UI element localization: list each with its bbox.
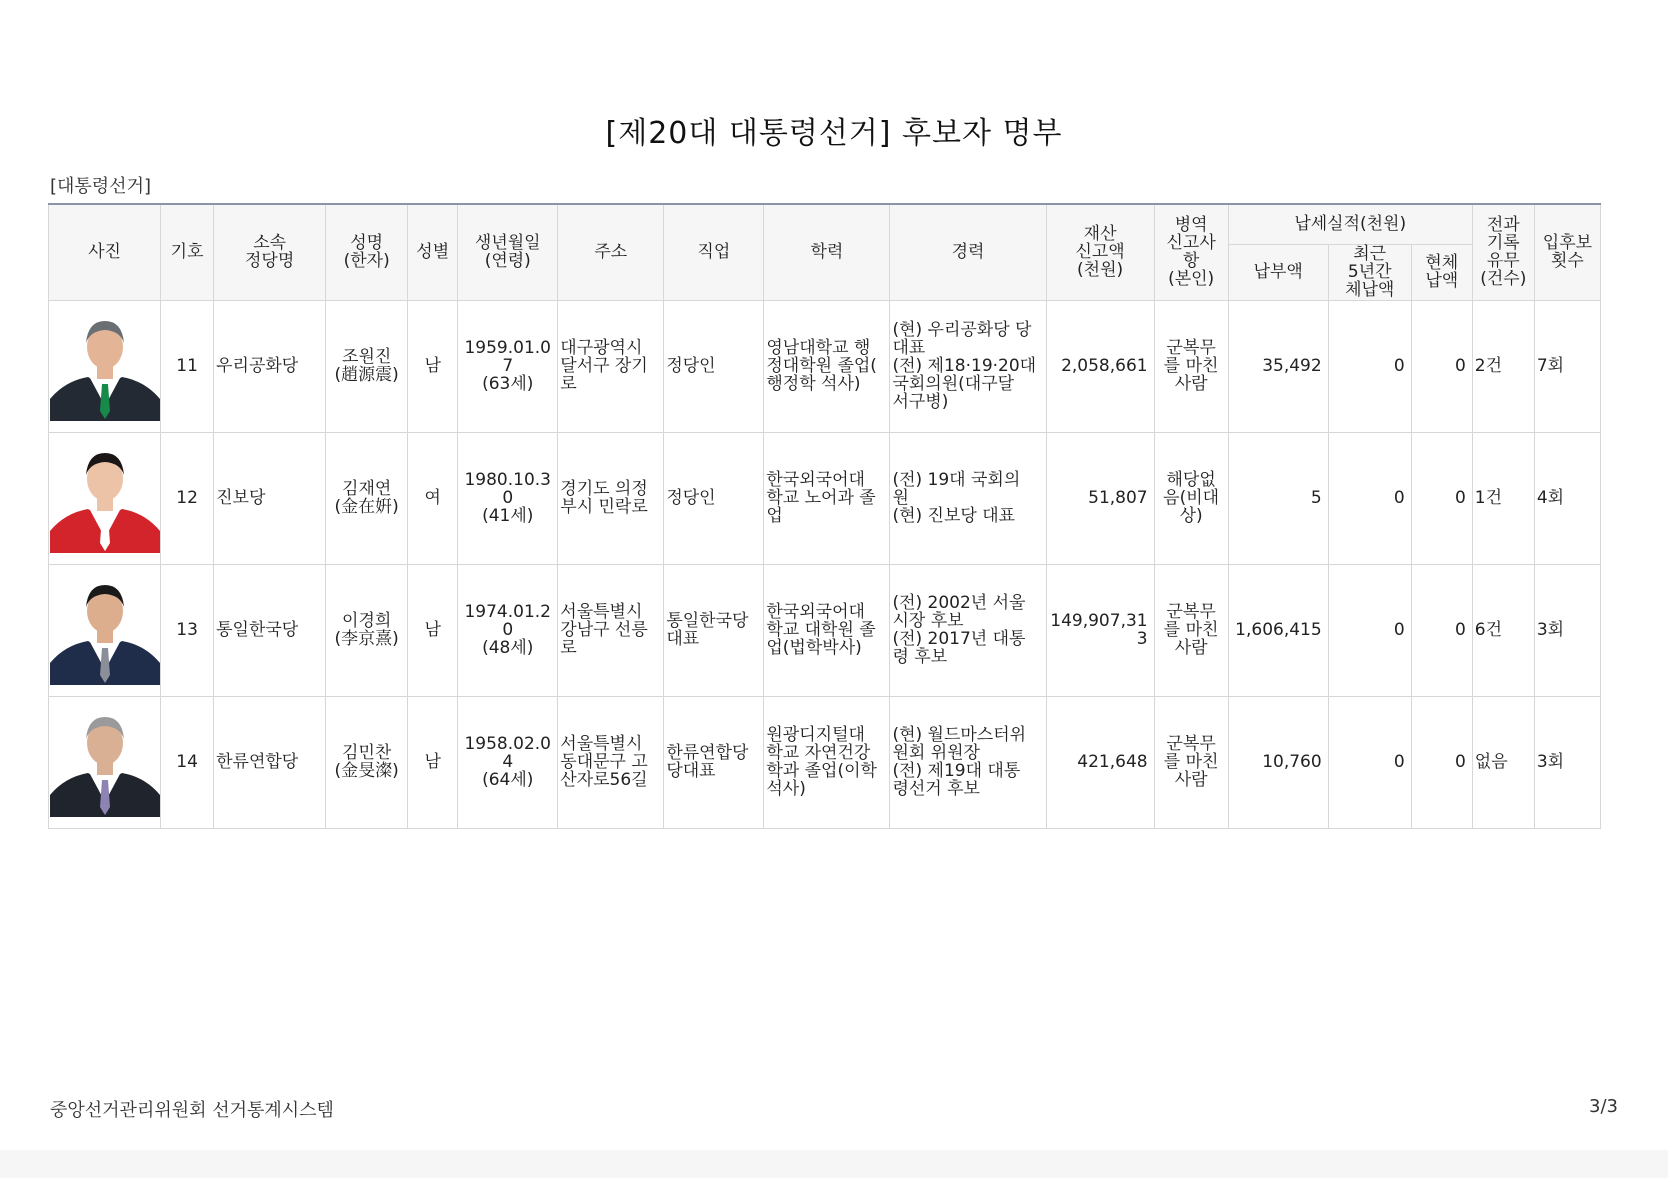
candidate-number: 14 — [161, 696, 214, 828]
candidate-name: 이경희 (李京熹) — [326, 564, 408, 696]
candidate-education: 한국외국어대 학교 대학원 졸 업(법학박사) — [764, 564, 890, 696]
header-number: 기호 — [161, 204, 214, 300]
header-party: 소속 정당명 — [214, 204, 326, 300]
candidate-assets: 421,648 — [1046, 696, 1154, 828]
candidate-number: 11 — [161, 300, 214, 432]
candidate-criminal-record: 1건 — [1472, 432, 1534, 564]
header-address: 주소 — [558, 204, 664, 300]
footer-source: 중앙선거관리위원회 선거통계시스템 — [50, 1100, 334, 1121]
candidate-photo-cell — [49, 432, 161, 564]
candidate-number: 13 — [161, 564, 214, 696]
candidate-tax-paid: 1,606,415 — [1228, 564, 1328, 696]
candidate-tax-paid: 10,760 — [1228, 696, 1328, 828]
candidate-photo — [50, 707, 160, 817]
candidate-criminal-record: 6건 — [1472, 564, 1534, 696]
candidate-name: 김재연 (金在姸) — [326, 432, 408, 564]
candidate-party: 우리공화당 — [214, 300, 326, 432]
header-tax-paid: 납부액 — [1228, 244, 1328, 300]
candidate-birth: 1959.01.0 7 (63세) — [458, 300, 558, 432]
candidate-education: 한국외국어대 학교 노어과 졸 업 — [764, 432, 890, 564]
page-title: [제20대 대통령선거] 후보자 명부 — [605, 116, 1063, 151]
candidate-photo — [50, 575, 160, 685]
candidate-gender: 남 — [408, 696, 458, 828]
candidate-criminal-record: 없음 — [1472, 696, 1534, 828]
candidate-party: 한류연합당 — [214, 696, 326, 828]
header-criminal-record: 전과 기록 유무 (건수) — [1472, 204, 1534, 300]
candidate-number: 12 — [161, 432, 214, 564]
header-candidacies: 입후보 횟수 — [1534, 204, 1600, 300]
candidate-military: 군복무 를 마친 사람 — [1154, 564, 1228, 696]
candidate-education: 영남대학교 행 정대학원 졸업( 행정학 석사) — [764, 300, 890, 432]
candidate-address: 서울특별시 강남구 선릉 로 — [558, 564, 664, 696]
candidate-assets: 2,058,661 — [1046, 300, 1154, 432]
candidate-tax-current-arrears: 0 — [1411, 564, 1472, 696]
candidate-address: 서울특별시 동대문구 고 산자로56길 — [558, 696, 664, 828]
candidate-job: 정당인 — [664, 300, 764, 432]
candidate-assets: 149,907,31 3 — [1046, 564, 1154, 696]
header-birth: 생년월일 (연령) — [458, 204, 558, 300]
header-education: 학력 — [764, 204, 890, 300]
header-tax-arrears-5y: 최근 5년간 체납액 — [1328, 244, 1411, 300]
candidate-birth: 1958.02.0 4 (64세) — [458, 696, 558, 828]
candidate-address: 경기도 의정 부시 민락로 — [558, 432, 664, 564]
candidate-address: 대구광역시 달서구 장기 로 — [558, 300, 664, 432]
header-tax-current-arrears: 현체 납액 — [1411, 244, 1472, 300]
candidate-military: 군복무 를 마친 사람 — [1154, 300, 1228, 432]
candidate-party: 진보당 — [214, 432, 326, 564]
candidate-party: 통일한국당 — [214, 564, 326, 696]
candidate-photo — [50, 443, 160, 553]
candidate-birth: 1980.10.3 0 (41세) — [458, 432, 558, 564]
candidate-name: 조원진 (趙源震) — [326, 300, 408, 432]
candidate-birth: 1974.01.2 0 (48세) — [458, 564, 558, 696]
candidate-military: 해당없 음(비대 상) — [1154, 432, 1228, 564]
header-name: 성명 (한자) — [326, 204, 408, 300]
candidate-photo-cell — [49, 300, 161, 432]
table-row — [49, 696, 1601, 828]
candidate-education: 원광디지털대 학교 자연건강 학과 졸업(이학 석사) — [764, 696, 890, 828]
page-number: 3/3 — [1589, 1096, 1618, 1117]
candidate-table — [48, 203, 1601, 829]
candidate-tax-current-arrears: 0 — [1411, 696, 1472, 828]
candidate-candidacies: 3회 — [1534, 696, 1600, 828]
candidate-gender: 여 — [408, 432, 458, 564]
candidate-candidacies: 4회 — [1534, 432, 1600, 564]
candidate-gender: 남 — [408, 300, 458, 432]
candidate-gender: 남 — [408, 564, 458, 696]
table-row — [49, 300, 1601, 432]
candidate-photo — [50, 311, 160, 421]
header-gender: 성별 — [408, 204, 458, 300]
header-photo: 사진 — [49, 204, 161, 300]
candidate-career: (현) 우리공화당 당 대표 (전) 제18·19·20대 국회의원(대구달 서구병) — [890, 300, 1046, 432]
candidate-tax-current-arrears: 0 — [1411, 432, 1472, 564]
candidate-tax-arrears-5y: 0 — [1328, 696, 1411, 828]
candidate-career: (전) 19대 국회의 원 (현) 진보당 대표 — [890, 432, 1046, 564]
candidate-photo-cell — [49, 564, 161, 696]
candidate-candidacies: 3회 — [1534, 564, 1600, 696]
candidate-criminal-record: 2건 — [1472, 300, 1534, 432]
header-military: 병역 신고사 항 (본인) — [1154, 204, 1228, 300]
page-bottom-strip — [0, 1150, 1668, 1178]
candidate-tax-arrears-5y: 0 — [1328, 564, 1411, 696]
table-row — [49, 564, 1601, 696]
candidate-tax-arrears-5y: 0 — [1328, 300, 1411, 432]
candidate-tax-paid: 35,492 — [1228, 300, 1328, 432]
candidate-job: 한류연합당 당대표 — [664, 696, 764, 828]
candidate-career: (현) 월드마스터위 원회 위원장 (전) 제19대 대통 령선거 후보 — [890, 696, 1046, 828]
candidate-military: 군복무 를 마친 사람 — [1154, 696, 1228, 828]
candidate-tax-paid: 5 — [1228, 432, 1328, 564]
header-job: 직업 — [664, 204, 764, 300]
candidate-job: 정당인 — [664, 432, 764, 564]
candidate-tax-arrears-5y: 0 — [1328, 432, 1411, 564]
header-tax-group: 납세실적(천원) — [1228, 204, 1472, 244]
candidate-job: 통일한국당 대표 — [664, 564, 764, 696]
candidate-candidacies: 7회 — [1534, 300, 1600, 432]
section-label: [대통령선거] — [50, 176, 151, 197]
header-assets: 재산 신고액 (천원) — [1046, 204, 1154, 300]
header-career: 경력 — [890, 204, 1046, 300]
candidate-tax-current-arrears: 0 — [1411, 300, 1472, 432]
candidate-career: (전) 2002년 서울 시장 후보 (전) 2017년 대통 령 후보 — [890, 564, 1046, 696]
candidate-assets: 51,807 — [1046, 432, 1154, 564]
candidate-name: 김민찬 (金旻澯) — [326, 696, 408, 828]
candidate-photo-cell — [49, 696, 161, 828]
table-row — [49, 432, 1601, 564]
